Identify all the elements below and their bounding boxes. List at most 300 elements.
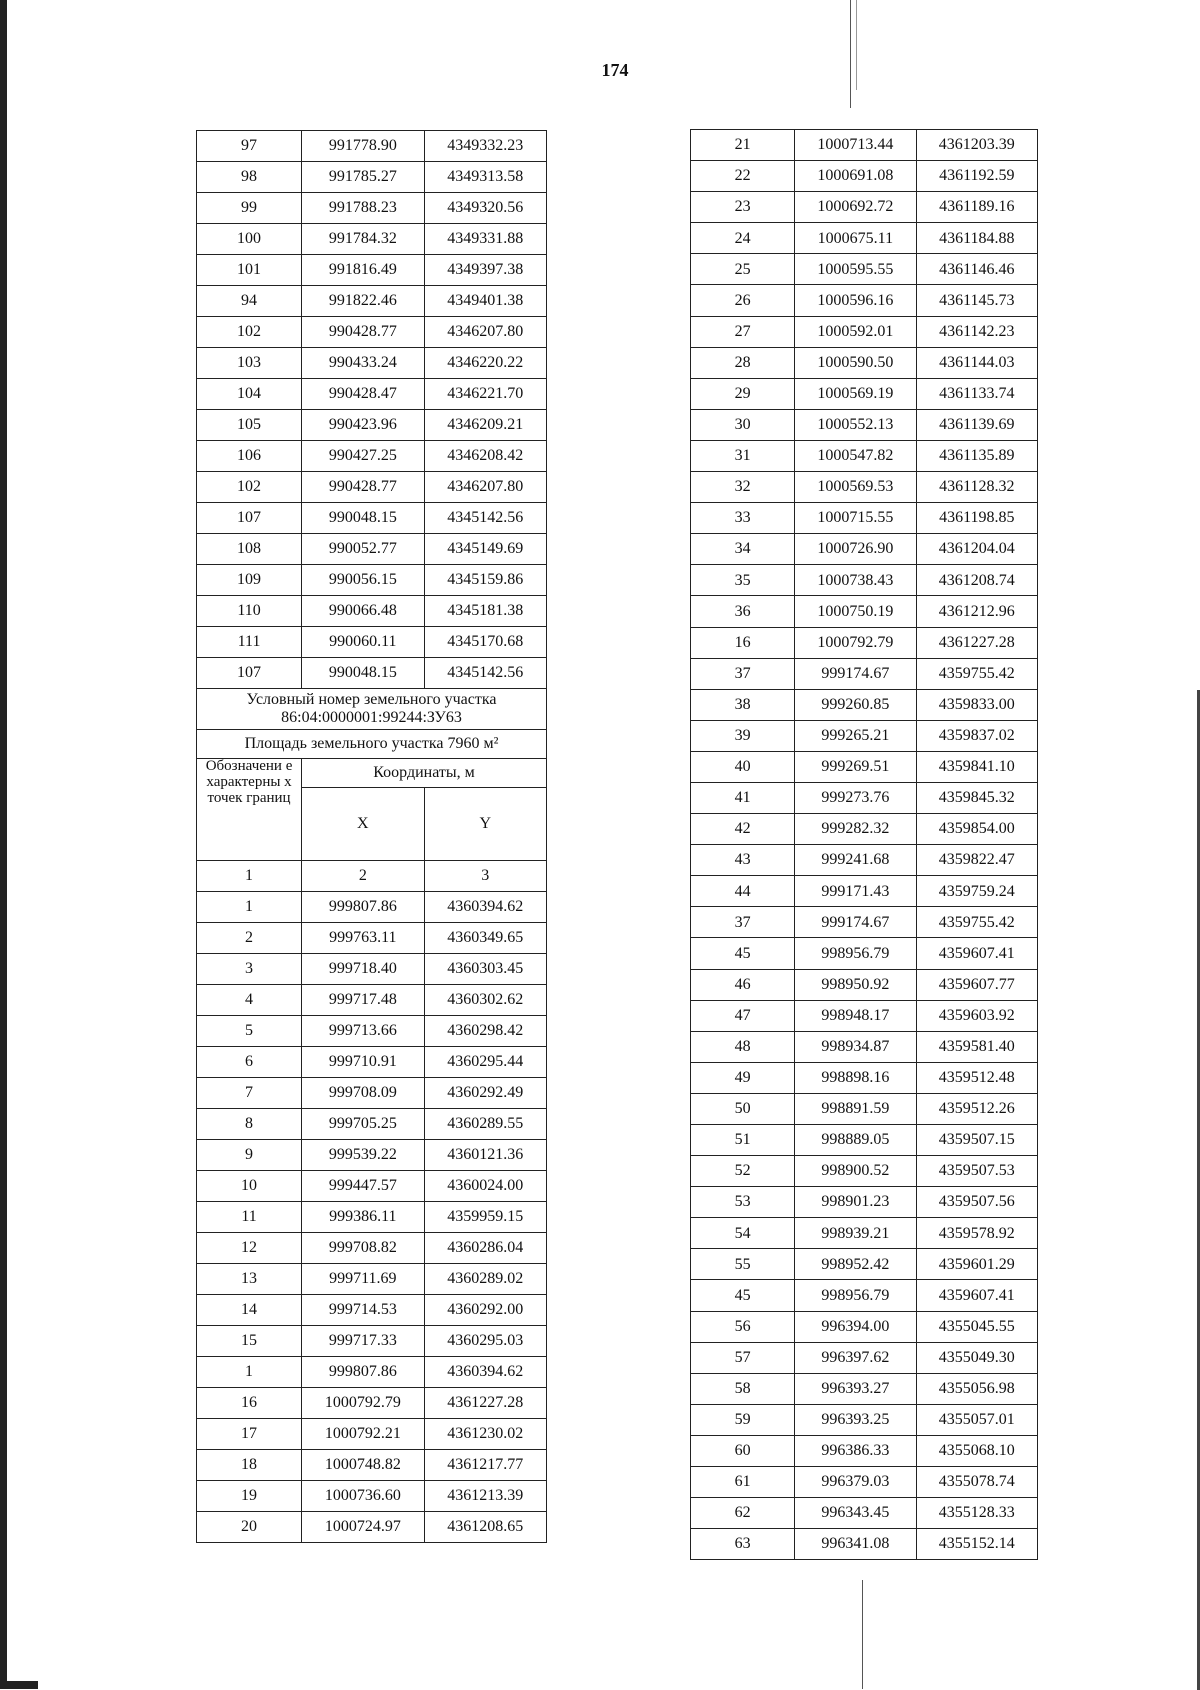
y-coord-cell: 4345149.69 [424,534,546,565]
point-id-cell: 48 [691,1031,795,1062]
table-row [691,254,1038,285]
x-coord-cell: 990048.15 [302,503,424,534]
table-row [197,503,547,534]
x-coord-cell: 999241.68 [795,845,916,876]
x-coord-cell: 998939.21 [795,1218,916,1249]
x-coord-cell: 998956.79 [795,938,916,969]
table-row [691,1031,1038,1062]
table-row [691,689,1038,720]
table-row [197,1140,547,1171]
x-coord-cell: 996386.33 [795,1435,916,1466]
x-coord-cell: 991816.49 [302,255,424,286]
point-id-cell: 53 [691,1187,795,1218]
table-row [691,1280,1038,1311]
point-id-cell: 39 [691,720,795,751]
point-id-cell: 20 [197,1512,302,1543]
right-table-rows [691,130,1038,1560]
parcel-area: Площадь земельного участка 7960 м² [197,730,547,759]
left-table-top-rows [197,131,547,689]
x-coord-cell: 999447.57 [302,1171,424,1202]
y-coord-cell: 4359822.47 [916,845,1037,876]
y-coord-cell: 4361213.39 [424,1481,546,1512]
x-coord-cell: 1000596.16 [795,285,916,316]
y-coord-cell: 4359837.02 [916,720,1037,751]
point-id-cell: 34 [691,534,795,565]
x-coord-cell: 991785.27 [302,162,424,193]
table-row [691,1249,1038,1280]
x-coord-cell: 999718.40 [302,954,424,985]
x-coord-cell: 1000692.72 [795,192,916,223]
coordinates-table-left [196,130,547,1543]
x-coord-cell: 996393.27 [795,1373,916,1404]
x-coord-cell: 996341.08 [795,1529,916,1560]
table-row [691,720,1038,751]
col-num-2: 2 [302,861,424,892]
point-id-cell: 62 [691,1498,795,1529]
table-row [691,161,1038,192]
table-row [691,316,1038,347]
x-coord-cell: 1000792.79 [302,1388,424,1419]
x-coord-cell: 999713.66 [302,1016,424,1047]
table-row [197,565,547,596]
point-id-cell: 47 [691,1000,795,1031]
point-id-cell: 15 [197,1326,302,1357]
point-id-cell: 107 [197,658,302,689]
table-row [197,985,547,1016]
table-row [197,1295,547,1326]
x-coord-cell: 996379.03 [795,1467,916,1498]
table-row [691,876,1038,907]
point-id-cell: 37 [691,658,795,689]
point-id-cell: 31 [691,440,795,471]
x-coord-cell: 1000675.11 [795,223,916,254]
y-coord-cell: 4360289.02 [424,1264,546,1295]
point-id-cell: 104 [197,379,302,410]
x-coord-cell: 1000713.44 [795,130,916,161]
table-row [691,1125,1038,1156]
x-coord-cell: 1000691.08 [795,161,916,192]
x-coord-cell: 999386.11 [302,1202,424,1233]
x-coord-cell: 990060.11 [302,627,424,658]
y-coord-cell: 4361198.85 [916,503,1037,534]
point-id-cell: 23 [691,192,795,223]
point-id-cell: 33 [691,503,795,534]
x-coord-cell: 999714.53 [302,1295,424,1326]
table-row [197,255,547,286]
x-coord-cell: 1000715.55 [795,503,916,534]
point-id-cell: 2 [197,923,302,954]
point-id-cell: 50 [691,1093,795,1124]
point-id-cell: 1 [197,892,302,923]
table-row [691,378,1038,409]
binding-line-top [850,0,851,108]
x-coord-cell: 998901.23 [795,1187,916,1218]
x-coord-cell: 1000552.13 [795,409,916,440]
point-id-cell: 45 [691,1280,795,1311]
point-id-cell: 51 [691,1125,795,1156]
y-coord-cell: 4360292.00 [424,1295,546,1326]
y-coord-cell: 4349320.56 [424,193,546,224]
x-coord-cell: 1000569.53 [795,472,916,503]
x-coord-cell: 990427.25 [302,441,424,472]
scan-edge-bar [0,0,7,1689]
point-id-cell: 57 [691,1342,795,1373]
x-coord-cell: 1000592.01 [795,316,916,347]
table-row [197,1171,547,1202]
y-coord-cell: 4360303.45 [424,954,546,985]
table-row [691,1342,1038,1373]
y-coord-cell: 4361204.04 [916,534,1037,565]
y-coord-cell: 4346221.70 [424,379,546,410]
point-id-cell: 18 [197,1450,302,1481]
y-coord-cell: 4355049.30 [916,1342,1037,1373]
point-id-cell: 19 [197,1481,302,1512]
point-id-cell: 107 [197,503,302,534]
x-coord-cell: 991784.32 [302,224,424,255]
y-coord-cell: 4361189.16 [916,192,1037,223]
point-id-cell: 10 [197,1171,302,1202]
x-coord-cell: 999717.33 [302,1326,424,1357]
x-coord-cell: 1000590.50 [795,347,916,378]
x-coord-cell: 990433.24 [302,348,424,379]
y-coord-cell: 4359845.32 [916,782,1037,813]
x-coord-cell: 999708.82 [302,1233,424,1264]
y-coord-cell: 4355152.14 [916,1529,1037,1560]
y-label: Y [424,788,546,861]
point-id-cell: 29 [691,378,795,409]
table-row [691,223,1038,254]
y-coord-cell: 4360121.36 [424,1140,546,1171]
y-coord-cell: 4359512.26 [916,1093,1037,1124]
x-coord-cell: 1000750.19 [795,596,916,627]
left-table-bottom-rows [197,892,547,1543]
y-coord-cell: 4360024.00 [424,1171,546,1202]
point-id-cell: 35 [691,565,795,596]
coordinates-table-right [690,129,1038,1560]
x-coord-cell: 991778.90 [302,131,424,162]
x-coord-cell: 999260.85 [795,689,916,720]
table-row [197,596,547,627]
x-coord-cell: 998934.87 [795,1031,916,1062]
table-row [197,441,547,472]
x-coord-cell: 999807.86 [302,892,424,923]
x-coord-cell: 998891.59 [795,1093,916,1124]
table-row [197,1233,547,1264]
table-row [197,410,547,441]
x-coord-cell: 998950.92 [795,969,916,1000]
x-coord-cell: 999710.91 [302,1047,424,1078]
table-row [691,814,1038,845]
x-coord-cell: 999539.22 [302,1140,424,1171]
point-id-cell: 58 [691,1373,795,1404]
y-coord-cell: 4361128.32 [916,472,1037,503]
table-row [691,1156,1038,1187]
point-id-cell: 11 [197,1202,302,1233]
x-coord-cell: 999708.09 [302,1078,424,1109]
x-coord-cell: 999269.51 [795,751,916,782]
table-row [197,348,547,379]
y-coord-cell: 4361192.59 [916,161,1037,192]
table-row [197,1202,547,1233]
y-coord-cell: 4360295.44 [424,1047,546,1078]
point-id-cell: 13 [197,1264,302,1295]
y-coord-cell: 4360295.03 [424,1326,546,1357]
x-coord-cell: 999705.25 [302,1109,424,1140]
y-coord-cell: 4361133.74 [916,378,1037,409]
point-id-cell: 98 [197,162,302,193]
x-coord-cell: 998898.16 [795,1062,916,1093]
table-row [691,969,1038,1000]
point-id-cell: 30 [691,409,795,440]
x-coord-cell: 990428.47 [302,379,424,410]
y-coord-cell: 4361142.23 [916,316,1037,347]
page-number: 174 [601,60,629,80]
y-coord-cell: 4361208.65 [424,1512,546,1543]
x-coord-cell: 999174.67 [795,907,916,938]
table-row [691,627,1038,658]
scan-corner-mark [0,1681,38,1689]
y-coord-cell: 4359755.42 [916,658,1037,689]
y-coord-cell: 4360286.04 [424,1233,546,1264]
table-row [691,1529,1038,1560]
table-row [691,1218,1038,1249]
table-row [691,503,1038,534]
point-id-cell: 3 [197,954,302,985]
x-coord-cell: 999763.11 [302,923,424,954]
y-coord-cell: 4359607.77 [916,969,1037,1000]
x-coord-cell: 990052.77 [302,534,424,565]
x-coord-cell: 1000595.55 [795,254,916,285]
y-coord-cell: 4349331.88 [424,224,546,255]
table-row [197,1512,547,1543]
point-id-cell: 46 [691,969,795,1000]
y-coord-cell: 4361230.02 [424,1419,546,1450]
y-coord-cell: 4349332.23 [424,131,546,162]
x-coord-cell: 1000724.97 [302,1512,424,1543]
x-coord-cell: 999282.32 [795,814,916,845]
point-id-cell: 102 [197,317,302,348]
point-id-cell: 4 [197,985,302,1016]
x-label: X [302,788,424,861]
y-coord-cell: 4359512.48 [916,1062,1037,1093]
point-id-cell: 24 [691,223,795,254]
x-coord-cell: 990048.15 [302,658,424,689]
y-coord-cell: 4359581.40 [916,1031,1037,1062]
point-id-cell: 103 [197,348,302,379]
table-row [197,1481,547,1512]
point-id-cell: 52 [691,1156,795,1187]
table-row [197,658,547,689]
x-coord-cell: 1000738.43 [795,565,916,596]
point-id-cell: 16 [691,627,795,658]
y-coord-cell: 4361146.46 [916,254,1037,285]
x-coord-cell: 999265.21 [795,720,916,751]
y-coord-cell: 4345142.56 [424,503,546,534]
x-coord-cell: 999807.86 [302,1357,424,1388]
point-id-cell: 63 [691,1529,795,1560]
table-row [691,534,1038,565]
x-coord-cell: 990423.96 [302,410,424,441]
point-id-cell: 49 [691,1062,795,1093]
point-id-cell: 37 [691,907,795,938]
x-coord-cell: 996393.25 [795,1404,916,1435]
point-id-cell: 110 [197,596,302,627]
table-row [197,317,547,348]
y-coord-cell: 4361212.96 [916,596,1037,627]
col-num-1: 1 [197,861,302,892]
y-coord-cell: 4361227.28 [424,1388,546,1419]
x-coord-cell: 1000726.90 [795,534,916,565]
table-row [691,1187,1038,1218]
x-coord-cell: 996343.45 [795,1498,916,1529]
x-coord-cell: 998948.17 [795,1000,916,1031]
x-coord-cell: 990066.48 [302,596,424,627]
table-row [691,1062,1038,1093]
table-row [691,285,1038,316]
y-coord-cell: 4346207.80 [424,317,546,348]
y-coord-cell: 4345142.56 [424,658,546,689]
y-coord-cell: 4345170.68 [424,627,546,658]
x-coord-cell: 1000569.19 [795,378,916,409]
y-coord-cell: 4359607.41 [916,938,1037,969]
point-id-cell: 1 [197,1357,302,1388]
point-id-cell: 102 [197,472,302,503]
table-row [197,286,547,317]
table-row [197,1450,547,1481]
table-row [197,892,547,923]
y-coord-cell: 4359607.41 [916,1280,1037,1311]
point-id-cell: 7 [197,1078,302,1109]
y-coord-cell: 4359959.15 [424,1202,546,1233]
table-row [691,845,1038,876]
point-id-cell: 6 [197,1047,302,1078]
y-coord-cell: 4359601.29 [916,1249,1037,1280]
table-row [197,954,547,985]
table-row [691,1404,1038,1435]
table-row [691,440,1038,471]
table-row [197,1419,547,1450]
point-id-cell: 16 [197,1388,302,1419]
y-coord-cell: 4361208.74 [916,565,1037,596]
table-row [691,565,1038,596]
table-row [197,224,547,255]
x-coord-cell: 1000547.82 [795,440,916,471]
x-coord-cell: 998889.05 [795,1125,916,1156]
x-coord-cell: 990056.15 [302,565,424,596]
table-row [197,923,547,954]
point-id-cell: 56 [691,1311,795,1342]
y-coord-cell: 4359578.92 [916,1218,1037,1249]
table-row [197,472,547,503]
table-row [691,347,1038,378]
point-id-cell: 12 [197,1233,302,1264]
x-coord-cell: 998900.52 [795,1156,916,1187]
point-id-cell: 55 [691,1249,795,1280]
point-id-cell: 54 [691,1218,795,1249]
point-id-cell: 36 [691,596,795,627]
y-coord-cell: 4355128.33 [916,1498,1037,1529]
table-row [691,751,1038,782]
point-id-cell: 41 [691,782,795,813]
table-row [197,1078,547,1109]
point-id-cell: 38 [691,689,795,720]
x-coord-cell: 999273.76 [795,782,916,813]
table-row [197,1109,547,1140]
table-row [197,379,547,410]
y-coord-cell: 4360289.55 [424,1109,546,1140]
table-row [197,1264,547,1295]
y-coord-cell: 4355057.01 [916,1404,1037,1435]
table-row [691,409,1038,440]
point-id-cell: 25 [691,254,795,285]
x-coord-cell: 999174.67 [795,658,916,689]
parcel-label: Условный номер земельного участка [246,691,497,709]
table-row [197,1357,547,1388]
table-row [691,192,1038,223]
y-coord-cell: 4359603.92 [916,1000,1037,1031]
y-coord-cell: 4361145.73 [916,285,1037,316]
point-id-cell: 14 [197,1295,302,1326]
point-id-cell: 61 [691,1467,795,1498]
y-coord-cell: 4361227.28 [916,627,1037,658]
y-coord-cell: 4359833.00 [916,689,1037,720]
point-id-cell: 109 [197,565,302,596]
table-row [691,596,1038,627]
parcel-number: 86:04:0000001:99244:ЗУ63 [281,709,462,726]
y-coord-cell: 4360302.62 [424,985,546,1016]
point-id-cell: 22 [691,161,795,192]
point-id-cell: 94 [197,286,302,317]
point-id-cell: 105 [197,410,302,441]
point-id-cell: 26 [691,285,795,316]
x-coord-cell: 999717.48 [302,985,424,1016]
point-id-cell: 111 [197,627,302,658]
col-num-3: 3 [424,861,546,892]
x-coord-cell: 998956.79 [795,1280,916,1311]
point-id-cell: 40 [691,751,795,782]
point-id-cell: 42 [691,814,795,845]
y-coord-cell: 4346220.22 [424,348,546,379]
point-id-cell: 43 [691,845,795,876]
point-id-cell: 8 [197,1109,302,1140]
table-row [691,1311,1038,1342]
x-coord-cell: 999711.69 [302,1264,424,1295]
y-coord-cell: 4361139.69 [916,409,1037,440]
point-id-cell: 44 [691,876,795,907]
y-coord-cell: 4349401.38 [424,286,546,317]
point-id-cell: 32 [691,472,795,503]
x-coord-cell: 998952.42 [795,1249,916,1280]
point-id-cell: 27 [691,316,795,347]
y-coord-cell: 4345159.86 [424,565,546,596]
y-coord-cell: 4346208.42 [424,441,546,472]
table-row [197,1016,547,1047]
x-coord-cell: 1000736.60 [302,1481,424,1512]
table-row [691,472,1038,503]
point-id-cell: 99 [197,193,302,224]
y-coord-cell: 4355068.10 [916,1435,1037,1466]
y-coord-cell: 4349397.38 [424,255,546,286]
y-coord-cell: 4359507.53 [916,1156,1037,1187]
x-coord-cell: 991788.23 [302,193,424,224]
x-coord-cell: 1000748.82 [302,1450,424,1481]
coords-label: Координаты, м [302,759,547,788]
x-coord-cell: 991822.46 [302,286,424,317]
table-row [691,1467,1038,1498]
table-row [691,1373,1038,1404]
table-row [691,782,1038,813]
y-coord-cell: 4360292.49 [424,1078,546,1109]
